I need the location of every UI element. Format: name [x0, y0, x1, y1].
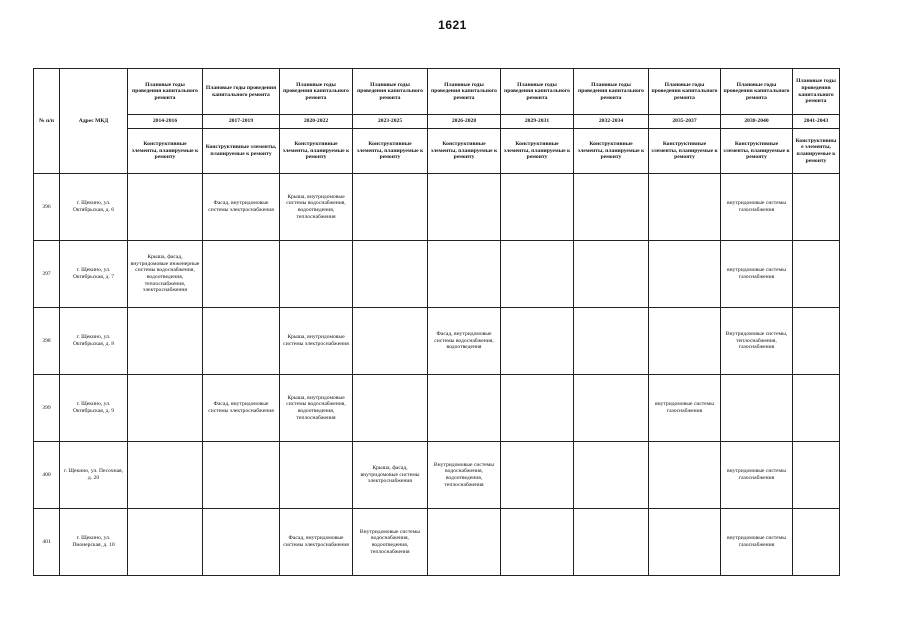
- elements-header: Конструктивные элементы, планируемые к ремонту: [721, 129, 793, 174]
- table-cell: Крыша, фасад, внутридомовые системы электроснабжения: [353, 442, 428, 509]
- table-cell: [574, 174, 649, 241]
- year-group-header: Плановые годы проведения капитального ремонта: [721, 69, 793, 115]
- header-row-elements: [34, 129, 840, 174]
- year-group-header: Плановые годы проведения капитального ремонта: [501, 69, 574, 115]
- year-group-header: Плановые годы проведения капитального ремонта: [649, 69, 721, 115]
- table-cell: [501, 241, 574, 308]
- table-cell: внутридомовые системы газоснабжения: [721, 442, 793, 509]
- table-cell: Крыша, фасад, внутридомовые инженерные системы водоснабжения, водоотведения, теплоснабжения, электроснабжения: [128, 241, 203, 308]
- table-cell: [428, 241, 501, 308]
- table-cell: внутридомовые системы газоснабжения: [721, 241, 793, 308]
- elements-header: Конструктивные элементы, планируемые к ремонту: [353, 129, 428, 174]
- table-cell: [353, 375, 428, 442]
- period-header: 2041-2043: [793, 115, 840, 129]
- table-cell: [649, 308, 721, 375]
- year-group-header: Плановые годы проведения капитального ремонта: [280, 69, 353, 115]
- table-cell: [203, 308, 280, 375]
- table-cell: [128, 375, 203, 442]
- elements-header: Конструктивные элементы, планируемые к ремонту: [501, 129, 574, 174]
- table-cell: [128, 509, 203, 576]
- row-address: г. Щекино, ул. Пионерская, д. 10: [60, 509, 128, 576]
- table-cell: [649, 241, 721, 308]
- period-header: 2032-2034: [574, 115, 649, 129]
- table-cell: [128, 308, 203, 375]
- elements-header: Конструктивные элементы, планируемые к ремонту: [649, 129, 721, 174]
- elements-header: Конструктивные элементы, планируемые к ремонту: [128, 129, 203, 174]
- table-cell: [574, 308, 649, 375]
- period-header: 2023-2025: [353, 115, 428, 129]
- table-cell: [649, 509, 721, 576]
- elements-header: Конструктивные элементы, планируемые к ремонту: [428, 129, 501, 174]
- table-cell: [793, 375, 840, 442]
- table-cell: [428, 509, 501, 576]
- table-cell: [501, 509, 574, 576]
- table-cell: [793, 174, 840, 241]
- row-address: г. Щекино, ул. Октябрьская, д. 6: [60, 174, 128, 241]
- period-header: 2035-2037: [649, 115, 721, 129]
- table-cell: [501, 174, 574, 241]
- table-cell: внутридомовые системы газоснабжения: [721, 174, 793, 241]
- table-cell: Внутридомовые системы водоснабжения, водоотведения, теплоснабжения: [428, 442, 501, 509]
- table-cell: [353, 174, 428, 241]
- table-cell: [128, 174, 203, 241]
- period-header: 2038-2040: [721, 115, 793, 129]
- year-group-header: Плановые годы проведения капитального ремонта: [793, 69, 840, 115]
- table-cell: [128, 442, 203, 509]
- table-cell: [428, 375, 501, 442]
- table-cell: Крыша, внутридомовые системы водоснабжения, водоотведения, теплоснабжения: [280, 375, 353, 442]
- table-cell: Внутридомовые системы, теплоснабжения, газоснабжения: [721, 308, 793, 375]
- table-cell: [793, 308, 840, 375]
- table-row: [34, 375, 840, 442]
- row-number: 398: [34, 308, 60, 375]
- row-address: г. Щекино, ул. Октябрьская, д. 8: [60, 308, 128, 375]
- year-group-header: Плановые годы проведения капитального ремонта: [203, 69, 280, 115]
- table-cell: [574, 442, 649, 509]
- table-cell: внутридомовые системы газоснабжения: [721, 509, 793, 576]
- row-number: 400: [34, 442, 60, 509]
- table-row: [34, 509, 840, 576]
- table-cell: Внутридомовые системы водоснабжения, водоотведения, теплоснабжения: [353, 509, 428, 576]
- row-number: 397: [34, 241, 60, 308]
- period-header: 2020-2022: [280, 115, 353, 129]
- table-cell: [203, 442, 280, 509]
- table-cell: Крыша, внутридомовые системы электроснабжения: [280, 308, 353, 375]
- elements-header: Конструктивные элементы, планируемые к ремонту: [793, 129, 840, 174]
- table-cell: Фасад, внутридомовые системы электроснабжения: [280, 509, 353, 576]
- table-cell: [793, 509, 840, 576]
- elements-header: Конструктивные элементы, планируемые к ремонту: [203, 129, 280, 174]
- table-cell: [501, 442, 574, 509]
- table-cell: [793, 241, 840, 308]
- table-cell: [793, 442, 840, 509]
- row-number: 401: [34, 509, 60, 576]
- row-address: г. Щекино, ул. Октябрьская, д. 9: [60, 375, 128, 442]
- year-group-header: Плановые годы проведения капитального ремонта: [128, 69, 203, 115]
- table-cell: [353, 308, 428, 375]
- table-row: [34, 442, 840, 509]
- row-number: 396: [34, 174, 60, 241]
- table-cell: Фасад, внутридомовые системы электроснабжения: [203, 375, 280, 442]
- table-cell: [280, 241, 353, 308]
- table-cell: внутридомовые системы газоснабжения: [649, 375, 721, 442]
- year-group-header: Плановые годы проведения капитального ремонта: [353, 69, 428, 115]
- table-cell: [574, 509, 649, 576]
- table-cell: [501, 308, 574, 375]
- period-header: 2017-2019: [203, 115, 280, 129]
- table-cell: [203, 509, 280, 576]
- table-cell: [649, 174, 721, 241]
- header-row-years: [34, 69, 840, 115]
- table-cell: [203, 241, 280, 308]
- row-address: г. Щекино, ул. Песочная, д. 20: [60, 442, 128, 509]
- table-row: [34, 308, 840, 375]
- table-cell: [721, 375, 793, 442]
- year-group-header: Плановые годы проведения капитального ремонта: [574, 69, 649, 115]
- page-number: 1621: [438, 18, 467, 32]
- table-cell: [574, 241, 649, 308]
- elements-header: Конструктивные элементы, планируемые к ремонту: [574, 129, 649, 174]
- col-address-header: Адрес МКД: [60, 69, 128, 174]
- table-cell: Фасад, внутридомовые системы электроснабжения: [203, 174, 280, 241]
- year-group-header: Плановые годы проведения капитального ремонта: [428, 69, 501, 115]
- col-num-header: № п/п: [34, 69, 60, 174]
- table-cell: [428, 174, 501, 241]
- table-cell: [574, 375, 649, 442]
- period-header: 2014-2016: [128, 115, 203, 129]
- period-header: 2026-2028: [428, 115, 501, 129]
- table-cell: [649, 442, 721, 509]
- period-header: 2029-2031: [501, 115, 574, 129]
- table-row: [34, 174, 840, 241]
- table-cell: [501, 375, 574, 442]
- table-cell: [353, 241, 428, 308]
- repair-schedule-table: [33, 68, 840, 576]
- row-number: 399: [34, 375, 60, 442]
- elements-header: Конструктивные элементы, планируемые к ремонту: [280, 129, 353, 174]
- table-row: [34, 241, 840, 308]
- table-cell: Крыша, внутридомовые системы водоснабжения, водоотведения, теплоснабжения: [280, 174, 353, 241]
- table-cell: Фасад, внутридомовые системы водоснабжения, водоотведения: [428, 308, 501, 375]
- row-address: г. Щекино, ул. Октябрьская, д. 7: [60, 241, 128, 308]
- header-row-periods: [34, 115, 840, 129]
- table-cell: [280, 442, 353, 509]
